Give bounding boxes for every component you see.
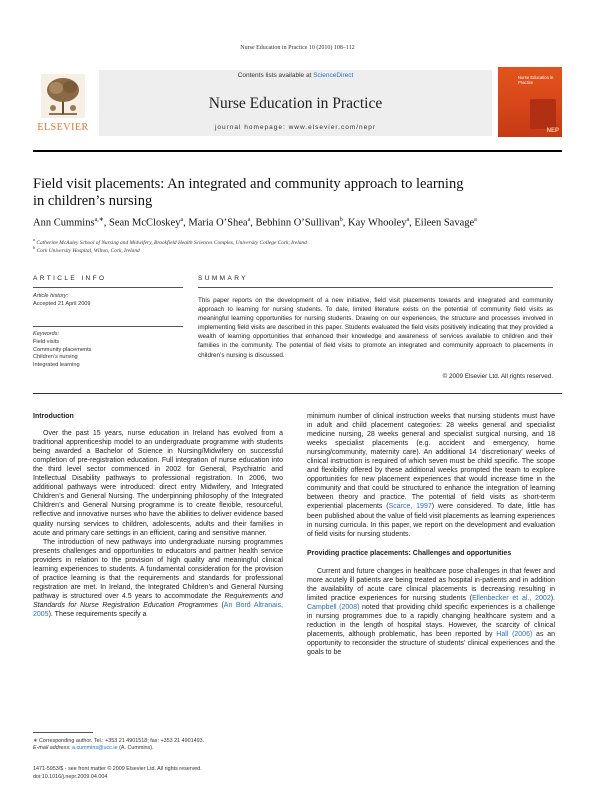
citation-link[interactable]: Hall (2006) xyxy=(496,631,533,639)
keyword-item: Children’s nursing xyxy=(33,354,78,361)
journal-banner xyxy=(99,70,492,136)
text-run: ). These requirements specify a xyxy=(48,610,147,618)
email-label: E-mail address: xyxy=(33,745,72,752)
keywords-label: Keywords: xyxy=(33,331,60,337)
summary-rule xyxy=(198,287,553,288)
email-suffix: (A. Cummins). xyxy=(117,745,154,752)
text-run: ). xyxy=(550,594,555,602)
history-label: Article history: xyxy=(33,293,69,299)
text-run: Current and future changes in healthcare pose challenges in that fewer and more acutely ill patients are being treated as hospital in-patients and in addition the availability of acute care clinical placements is decreasing resulting in limited practice experiences for nursing students ( xyxy=(307,567,555,602)
citation-link[interactable]: An Bord Altranais, 2005 xyxy=(33,601,283,618)
article-info-rule xyxy=(33,287,183,288)
author-sep: , xyxy=(342,217,349,229)
author-sup: a xyxy=(474,217,477,223)
keyword-item: Community placements xyxy=(33,346,92,353)
contents-available-line xyxy=(99,72,492,79)
footnote xyxy=(33,738,283,753)
keywords-rule xyxy=(33,326,183,327)
affiliation-b xyxy=(33,245,562,254)
summary-heading: SUMMARY xyxy=(198,275,248,282)
text-run: noted that providing child specific experiences is a challenge in nursing programmes due to a rapidly changing healthcare system and a reduction in the length of hospital stays. However, the scarcity of clinical placements, although problematic, has been reported by xyxy=(307,603,555,639)
author-sep: , xyxy=(103,217,110,229)
author-sep: , xyxy=(250,217,256,229)
body-paragraph xyxy=(307,567,555,657)
author-sup: a xyxy=(406,217,410,223)
author-name: Bebhinn O’Sullivan xyxy=(255,217,340,229)
text-run: ( xyxy=(217,601,224,609)
section-heading-practice-placements: Providing practice placements: Challenges and opportunities xyxy=(307,549,512,557)
sciencedirect-link[interactable]: ScienceDirect xyxy=(313,72,354,79)
author-name: Ann Cummins xyxy=(33,217,95,229)
text-run: as an opportunity to reconsider the structure of students’ clinical experiences and the goals to be xyxy=(307,631,555,657)
journal-cover-thumbnail xyxy=(498,67,562,137)
copyright-line: © 2009 Elsevier Ltd. All rights reserved. xyxy=(442,373,553,380)
affiliation-sup: a xyxy=(33,237,35,242)
affiliation-text: Cork University Hospital, Wilton, Cork, Ireland xyxy=(36,247,140,254)
author-sup: a xyxy=(247,217,251,223)
section-heading-introduction: Introduction xyxy=(33,413,74,420)
text-run: ) were considered. To date, little has been published about the value of field visit placements as learning experiences in nursing curricula. In this paper, we report on the development and evaluation of field visits for nursing students. xyxy=(307,503,555,538)
author-list xyxy=(33,216,562,229)
summary-text: This paper reports on the development of a new initiative, field visit placements towards and integrated and community approach to learning for nursing students. To date, limited literature exists on the potential of community field visits as meaningful learning opportunities for nursing students. Drawing on our experiences, the structure and processes involved in implementing field visits are described in this paper. Students evaluated the field visits positively indicating that they provided a wealth of learning opportunities that enhanced their knowledge and awareness of services available to children and their families in the community. The potential of field visits to promote an integrated and community approach to placements in children’s nursing is discussed. xyxy=(198,297,553,359)
keyword-item: Integrated learning xyxy=(33,361,80,368)
text-run: minimum number of clinical instruction weeks that nursing students must have in adult and child placement categories: 28 weeks general and specialist medicine nursing, 28 weeks general and specialist surgical nursing, and 18 weeks specialist placements (e.g. accident and emergency, home nursing/community, maternity care). An additional 14 ‘discretionary’ weeks of clinical instruction is required of which seven must be child specific. The scope and flexibility offered by these additional weeks prompted the team to explore opportunities for new placement experiences that would increase time in the community and that could be structured to enhance the integration of learning between theory and practice. The potential of field visits as short-term experiential placements ( xyxy=(307,413,555,511)
right-column xyxy=(307,412,555,657)
journal-title: Nurse Education in Practice xyxy=(208,95,383,112)
issn-line: 1471-5953/$ - see front matter © 2009 Elsevier Ltd. All rights reserved. xyxy=(33,766,202,772)
cover-mark: NEP xyxy=(546,128,559,134)
publisher-logo xyxy=(33,70,93,136)
article-info-heading: ARTICLE INFO xyxy=(33,275,107,282)
contents-prefix: Contents lists available at xyxy=(237,72,314,79)
title-line-2: in children’s nursing xyxy=(33,193,153,209)
history-value: Accepted 21 April 2009 xyxy=(33,301,91,307)
keyword-item: Field visits xyxy=(33,339,60,345)
keywords-list xyxy=(33,339,183,369)
title-line-1: Field visit placements: An integrated and community approach to learning xyxy=(33,176,464,192)
masthead xyxy=(33,70,562,146)
author-name: Eileen Savage xyxy=(414,217,475,229)
citation-link[interactable]: Ellenbecker et al., 2002 xyxy=(472,594,551,602)
affiliation-text: Catherine McAuley School of Nursing and Midwifery, Brookfield Health Sciences Complex, University College Cork, Ireland xyxy=(36,239,307,246)
footnote-contact: ∗ Corresponding author. Tel.: +353 21 4901518; fax: +353 21 4901493. xyxy=(33,738,205,744)
cover-title: Nurse Education in Practice xyxy=(518,75,554,86)
article-title xyxy=(33,176,553,210)
author-sep: , xyxy=(183,217,189,229)
journal-homepage[interactable]: journal homepage: www.elsevier.com/nepr xyxy=(214,124,377,131)
author-sup: a xyxy=(180,217,184,223)
journal-citation-line: Nurse Education in Practice 10 (2010) 108–112 xyxy=(240,45,355,51)
text-run: The introduction of new pathways into undergraduate nursing programmes presents challenges and opportunities to educators and partner health service providers in relation to the provision of high quality and meaningful clinical learning experiences to students. A fundamental consideration for the provision of practice learning is that the requirements and standards for professional registration are met. In Ireland, the Integrated Children’s and General Nursing pathway is structured over 4.5 years to accommodate xyxy=(33,538,283,600)
body-paragraph xyxy=(307,412,555,539)
footnote-email-line xyxy=(33,745,283,752)
doi-line[interactable]: doi:10.1016/j.nepr.2009.04.004 xyxy=(33,773,108,780)
citation-link[interactable]: Scarce, 1997 xyxy=(388,503,432,511)
author-name: Kay Whooley xyxy=(348,217,407,229)
author-name: Sean McCloskey xyxy=(109,217,181,229)
elsevier-logo-text: ELSEVIER xyxy=(37,122,89,133)
author-name: Maria O’Shea xyxy=(188,217,248,229)
issn-block xyxy=(33,766,293,781)
intro-paragraph-1: Over the past 15 years, nurse education in Ireland has evolved from a traditional apprenticeship model to an undergraduate programme with students being awarded a Bachelor of Science in Nursing/Midwifery on successful completion of pre-registration education. Full integration of nurse education into the third level sector commenced in 2002 for General, Psychiatric and Intellectual Disability pathways to professional registration. In 2006, two additional pathways were introduced: direct entry Midwifery, and Integrated Children’s and General Nursing. The underpinning philosophy of the Integrated Children’s and General Nursing programme is to create flexible, resourceful, reflective and innovative nurses who have the abilities to deliver evidence based quality nursing services to children, adolescents, adults and their families in acute and primary care settings in an efficient, caring and sensitive manner. xyxy=(33,430,283,537)
italic-run: the Requirements and Standards for Nurse Registration Education Programmes xyxy=(33,592,283,609)
affiliation-sup: b xyxy=(33,245,36,250)
author-sup: b xyxy=(339,217,343,223)
citation-link[interactable]: Campbell (2008) xyxy=(307,603,360,611)
elsevier-tree-icon xyxy=(41,74,85,118)
abstract-bottom-rule xyxy=(33,393,562,394)
author-sep: , xyxy=(409,217,415,229)
email-link[interactable]: a.cummins@ucc.ie xyxy=(71,745,118,752)
masthead-rule xyxy=(33,150,562,152)
intro-paragraph-2 xyxy=(33,538,283,619)
footnote-rule xyxy=(33,732,93,733)
cover-graphic xyxy=(530,99,556,129)
author-sup: a,∗ xyxy=(94,217,104,223)
left-column xyxy=(33,412,283,619)
